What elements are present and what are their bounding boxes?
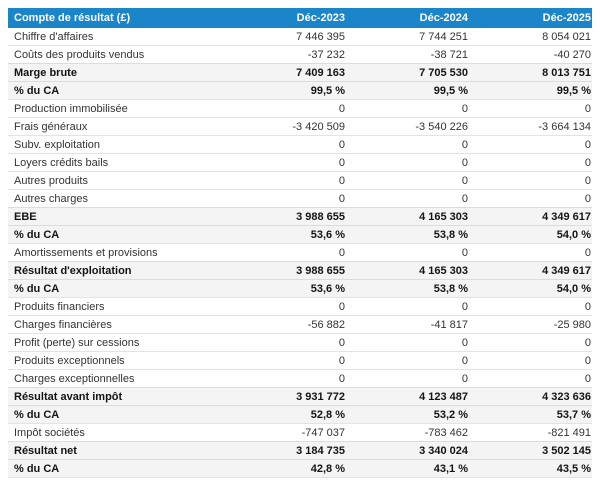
row-value: 0: [469, 136, 592, 154]
table-header: [8, 8, 592, 28]
row-value: 4 349 617: [469, 262, 592, 280]
row-value: 0: [223, 352, 346, 370]
row-value: 4 165 303: [346, 208, 469, 226]
row-value: 0: [469, 244, 592, 262]
row-value: 7 446 395: [223, 28, 346, 46]
row-label: Charges financières: [8, 316, 223, 334]
table-row: [8, 190, 592, 208]
table-title: Compte de résultat (£): [8, 8, 223, 28]
row-value: 0: [469, 172, 592, 190]
row-value: 8 013 751: [469, 64, 592, 82]
row-value: 0: [469, 352, 592, 370]
row-value: 0: [223, 172, 346, 190]
row-label: % du CA: [8, 226, 223, 244]
row-label: Résultat net: [8, 442, 223, 460]
row-value: 0: [346, 172, 469, 190]
table-row: [8, 244, 592, 262]
row-value: 0: [469, 190, 592, 208]
table-row: [8, 136, 592, 154]
row-value: -37 232: [223, 46, 346, 64]
row-value: 0: [346, 298, 469, 316]
row-value: 0: [469, 370, 592, 388]
table-row: [8, 370, 592, 388]
row-value: 7 705 530: [346, 64, 469, 82]
row-value: 4 165 303: [346, 262, 469, 280]
row-value: 42,8 %: [223, 460, 346, 478]
row-value: 99,5 %: [346, 82, 469, 100]
row-value: 4 349 617: [469, 208, 592, 226]
row-value: 3 340 024: [346, 442, 469, 460]
table-body: [8, 28, 592, 478]
row-value: 0: [346, 334, 469, 352]
column-header-dec-2023: Déc-2023: [223, 8, 346, 28]
row-value: 0: [469, 298, 592, 316]
table-row-total: [8, 208, 592, 226]
row-value: 3 931 772: [223, 388, 346, 406]
row-label: Impôt sociétés: [8, 424, 223, 442]
row-value: 54,0 %: [469, 280, 592, 298]
row-label: Marge brute: [8, 64, 223, 82]
row-value: 0: [469, 154, 592, 172]
column-header-dec-2025: Déc-2025: [469, 8, 592, 28]
row-value: -783 462: [346, 424, 469, 442]
row-value: 0: [346, 154, 469, 172]
row-value: -25 980: [469, 316, 592, 334]
table-row-total: [8, 280, 592, 298]
row-label: Résultat avant impôt: [8, 388, 223, 406]
table-row-total: [8, 226, 592, 244]
row-value: 0: [223, 370, 346, 388]
table-row: [8, 154, 592, 172]
row-value: 53,2 %: [346, 406, 469, 424]
row-value: -38 721: [346, 46, 469, 64]
row-value: 0: [346, 244, 469, 262]
row-value: 99,5 %: [223, 82, 346, 100]
row-value: 3 184 735: [223, 442, 346, 460]
table-row-total: [8, 64, 592, 82]
table-row-total: [8, 442, 592, 460]
row-value: 0: [223, 100, 346, 118]
row-label: Charges exceptionnelles: [8, 370, 223, 388]
row-value: 0: [223, 334, 346, 352]
row-value: -3 540 226: [346, 118, 469, 136]
column-header-dec-2024: Déc-2024: [346, 8, 469, 28]
row-value: 3 502 145: [469, 442, 592, 460]
row-value: 99,5 %: [469, 82, 592, 100]
table-row-total: [8, 388, 592, 406]
table-row: [8, 316, 592, 334]
row-value: 0: [469, 100, 592, 118]
table-row-total: [8, 82, 592, 100]
row-value: 7 744 251: [346, 28, 469, 46]
row-value: -41 817: [346, 316, 469, 334]
row-value: 52,8 %: [223, 406, 346, 424]
table-row: [8, 172, 592, 190]
table-row: [8, 46, 592, 64]
row-value: -3 664 134: [469, 118, 592, 136]
row-value: 4 123 487: [346, 388, 469, 406]
row-value: -3 420 509: [223, 118, 346, 136]
row-value: 0: [346, 100, 469, 118]
row-label: Chiffre d'affaires: [8, 28, 223, 46]
row-value: 8 054 021: [469, 28, 592, 46]
row-value: 0: [346, 190, 469, 208]
table-row: [8, 28, 592, 46]
row-label: Produits exceptionnels: [8, 352, 223, 370]
row-value: -56 882: [223, 316, 346, 334]
row-label: EBE: [8, 208, 223, 226]
table-row: [8, 298, 592, 316]
row-value: 53,6 %: [223, 280, 346, 298]
row-value: -747 037: [223, 424, 346, 442]
row-label: Autres produits: [8, 172, 223, 190]
row-value: 0: [346, 352, 469, 370]
row-label: % du CA: [8, 460, 223, 478]
row-value: 53,7 %: [469, 406, 592, 424]
row-value: -40 270: [469, 46, 592, 64]
row-value: 0: [469, 334, 592, 352]
table-row: [8, 352, 592, 370]
row-value: 7 409 163: [223, 64, 346, 82]
row-label: Profit (perte) sur cessions: [8, 334, 223, 352]
row-value: 53,8 %: [346, 280, 469, 298]
income-statement-table: [8, 8, 592, 478]
row-label: Résultat d'exploitation: [8, 262, 223, 280]
row-value: 3 988 655: [223, 208, 346, 226]
row-value: 54,0 %: [469, 226, 592, 244]
row-label: Loyers crédits bails: [8, 154, 223, 172]
row-label: Production immobilisée: [8, 100, 223, 118]
table-row: [8, 424, 592, 442]
row-value: 0: [223, 136, 346, 154]
row-label: Subv. exploitation: [8, 136, 223, 154]
row-value: 0: [223, 190, 346, 208]
row-label: Frais généraux: [8, 118, 223, 136]
row-label: Coûts des produits vendus: [8, 46, 223, 64]
row-value: 0: [346, 136, 469, 154]
row-label: % du CA: [8, 406, 223, 424]
table-row-total: [8, 406, 592, 424]
row-value: 0: [223, 298, 346, 316]
row-value: 43,5 %: [469, 460, 592, 478]
row-label: Produits financiers: [8, 298, 223, 316]
row-value: 4 323 636: [469, 388, 592, 406]
row-label: Autres charges: [8, 190, 223, 208]
table-row: [8, 118, 592, 136]
table-row: [8, 334, 592, 352]
row-value: 3 988 655: [223, 262, 346, 280]
row-label: Amortissements et provisions: [8, 244, 223, 262]
table-row: [8, 100, 592, 118]
table-row-total: [8, 460, 592, 478]
row-value: 53,8 %: [346, 226, 469, 244]
row-value: 0: [223, 154, 346, 172]
table-header-row: [8, 8, 592, 28]
table-row-total: [8, 262, 592, 280]
row-value: 53,6 %: [223, 226, 346, 244]
row-value: -821 491: [469, 424, 592, 442]
row-label: % du CA: [8, 82, 223, 100]
row-value: 43,1 %: [346, 460, 469, 478]
row-label: % du CA: [8, 280, 223, 298]
income-statement: [8, 8, 592, 478]
row-value: 0: [223, 244, 346, 262]
row-value: 0: [346, 370, 469, 388]
